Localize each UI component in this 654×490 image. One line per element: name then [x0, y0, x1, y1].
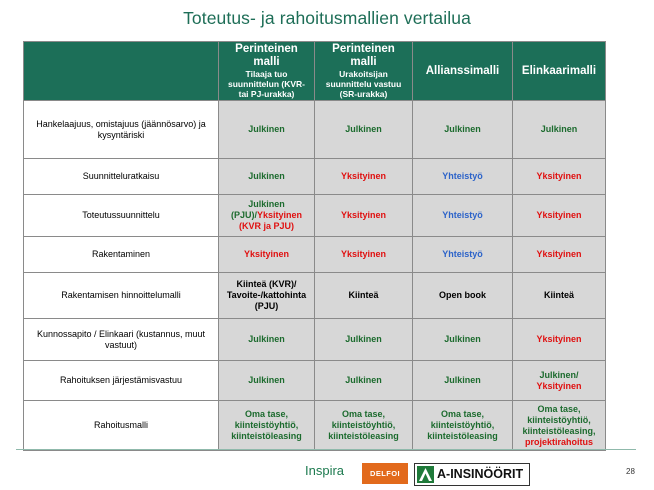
header-col3-title: Allianssimalli: [425, 64, 500, 77]
table-cell: Julkinen: [315, 361, 413, 401]
cell-public-note: (PJU)/: [230, 210, 257, 220]
header-corner: [24, 42, 219, 101]
delfoi-logo: DELFOI: [362, 463, 408, 484]
table-cell: Yksityinen: [513, 237, 606, 273]
cell-public-text: Oma tase, kiinteistöyhtiö, kiinteistöleasing,: [522, 403, 596, 436]
cell-private-text: Yksityinen (KVR ja PJU): [238, 210, 303, 231]
row-label: Toteutussuunnittelu: [24, 195, 219, 237]
table-cell: Yksityinen: [315, 195, 413, 237]
row-label: Rakentamisen hinnoittelumalli: [24, 273, 219, 319]
cell-public-text: Julkinen/: [539, 369, 579, 380]
table-row: [24, 319, 606, 361]
table-cell: Kiinteä: [315, 273, 413, 319]
a-insinoorit-text: A-INSINÖÖRIT: [437, 467, 524, 481]
table-cell: Kiinteä (KVR)/ Tavoite-/kattohinta (PJU): [219, 273, 315, 319]
comparison-table: [23, 41, 606, 451]
row-label: Rahoituksen järjestämisvastuu: [24, 361, 219, 401]
table-cell: Yhteistyö: [413, 159, 513, 195]
table-cell: Julkinen: [219, 361, 315, 401]
table-cell: Julkinen: [219, 159, 315, 195]
table-cell: Julkinen: [413, 101, 513, 159]
table-cell: Julkinen: [413, 319, 513, 361]
table-cell: [219, 195, 315, 237]
header-col1-title: Perinteinen malli: [235, 43, 298, 68]
table-row: [24, 237, 606, 273]
table-cell: Julkinen: [413, 361, 513, 401]
slide-title: Toteutus- ja rahoitusmallien vertailua: [183, 8, 471, 28]
header-row: [24, 42, 606, 101]
table-row: [24, 401, 606, 451]
table-cell: Julkinen: [219, 101, 315, 159]
table-cell: Julkinen: [315, 319, 413, 361]
header-col4-title: Elinkaarimalli: [521, 64, 597, 77]
table-cell: Yhteistyö: [413, 237, 513, 273]
row-label: Suunnitteluratkaisu: [24, 159, 219, 195]
table-row: [24, 273, 606, 319]
table-cell: Julkinen: [315, 101, 413, 159]
table-cell: Julkinen: [513, 101, 606, 159]
a-insinoorit-logo: [414, 463, 530, 486]
table-cell: Yksityinen: [315, 159, 413, 195]
table-cell: Yksityinen: [513, 319, 606, 361]
a-insinoorit-mark-icon: [417, 466, 434, 483]
row-label: Hankelaajuus, omistajuus (jäännösarvo) ja kysyntäriski: [24, 101, 219, 159]
inspira-logo: Inspira: [305, 463, 345, 478]
table-cell: Julkinen: [219, 319, 315, 361]
table-cell: Yhteistyö: [413, 195, 513, 237]
table-cell: Yksityinen: [315, 237, 413, 273]
header-col-traditional-client: [219, 42, 315, 101]
header-col2-subtitle: Urakoitsijan suunnittelu vastuu (SR-urakka): [325, 69, 402, 99]
cell-public-text: Julkinen: [248, 199, 285, 209]
table-cell: Yksityinen: [513, 159, 606, 195]
header-col1-subtitle: Tilaaja tuo suunnittelun (KVR- tai PJ-urakka): [228, 69, 305, 99]
table-cell: Oma tase, kiinteistöyhtiö, kiinteistöleasing: [413, 401, 513, 451]
table-row: [24, 195, 606, 237]
header-col-lifecycle: [513, 42, 606, 101]
footer-divider: [16, 449, 636, 450]
table-row: [24, 159, 606, 195]
header-col-traditional-contractor: [315, 42, 413, 101]
table-cell: Oma tase, kiinteistöyhtiö, kiinteistöleasing: [315, 401, 413, 451]
table-cell: Kiinteä: [513, 273, 606, 319]
row-label: Kunnossapito / Elinkaari (kustannus, muut vastuut): [24, 319, 219, 361]
table-cell: Open book: [413, 273, 513, 319]
cell-private-text: projektirahoitus: [524, 436, 593, 447]
table-cell: Yksityinen: [219, 237, 315, 273]
cell-private-text: Yksityinen: [536, 380, 582, 391]
table-cell: Oma tase, kiinteistöyhtiö, kiinteistöleasing: [219, 401, 315, 451]
table-cell: [513, 361, 606, 401]
row-label: Rakentaminen: [24, 237, 219, 273]
table-row: [24, 101, 606, 159]
table-row: [24, 361, 606, 401]
page-number: 28: [626, 467, 635, 476]
table-cell: [513, 401, 606, 451]
table-cell: Yksityinen: [513, 195, 606, 237]
header-col-alliance: [413, 42, 513, 101]
header-col2-title: Perinteinen malli: [332, 43, 395, 68]
row-label: Rahoitusmalli: [24, 401, 219, 451]
